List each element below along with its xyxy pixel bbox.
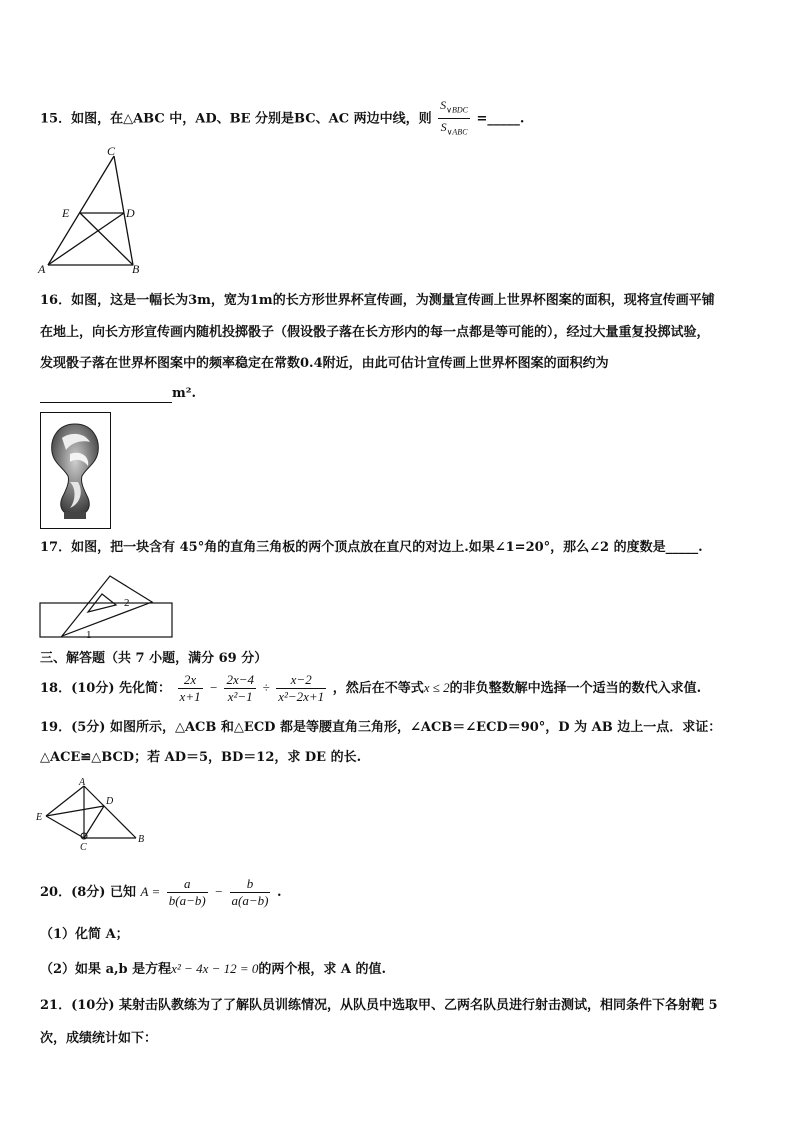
q15-suffix: =_____. [476,111,525,127]
q16-answer-blank [40,386,172,403]
q20-op: − [214,884,224,899]
q20-text [40,876,282,909]
q17-text: 17．如图，把一块含有 45°角的直角三角板的两个顶点放在直尺的对边上.如果∠1=20°，那么∠2 的度数是_____. [40,540,703,555]
q19-label-E: E [36,812,43,823]
q18-mid: ，然后在不等式 [332,681,424,696]
q17-label-2: 2 [124,597,130,609]
q15-label-B: B [132,262,140,276]
q19-label-A: A [79,777,86,788]
q19-line2: △ACE≌△BCD；若 AD＝5，BD＝12，求 DE 的长. [40,750,362,765]
q17-set-square [62,576,152,636]
q15-triangle-figure [36,143,146,275]
q16-unit: m². [172,386,196,401]
q15-label-D: D [126,206,135,220]
q20-prefix: 20．(8分) 已知 [40,885,136,900]
q20-part1: （1）化简 A； [40,927,129,942]
q18-f1-den: x+1 [179,689,201,704]
q17-ruler-triangle-figure [38,572,178,642]
q18-prefix: 18．(10分) 先化简： [40,681,172,696]
q18-op1: − [209,680,218,695]
q19-line-ED [46,806,104,816]
q16-line1: 16．如图，这是一幅长为3m，宽为1m的长方形世界杯宣传画，为测量宣传画上世界杯图案的面积，现将宣传画平铺 [40,293,715,308]
q15-label-C: C [107,144,116,158]
q18-text [40,672,701,705]
q18-suffix: 的非负整数解中选择一个适当的数代入求值. [449,681,702,696]
q19-line-CD [84,806,104,838]
q15-label-E: E [62,206,70,220]
q16-line4 [40,385,196,403]
q18-f2-den: x²−1 [227,689,253,704]
section-3-title: 三、解答题（共 7 小题，满分 69 分） [40,651,268,666]
q15-text [40,97,524,141]
q19-label-B: B [138,834,145,845]
q19-line-EA [46,786,84,816]
q20-f1-den: b(a−b) [168,893,206,908]
q20-part2-suffix: 的两个根，求 A 的值. [258,962,387,977]
q20-equation: x² − 4x − 12 = 0 [171,961,259,976]
q21-line2: 次，成绩统计如下： [40,1031,158,1046]
q18-f2-num: 2x−4 [226,672,254,687]
q19-line-EC [46,816,84,838]
q20-frac1 [167,876,208,909]
q15-line-AC [48,156,114,265]
q20-f2-num: b [230,876,271,893]
q20-f2-den: a(a−b) [231,893,269,908]
q15-num: S [440,98,447,112]
q15-line-AD [48,213,124,265]
q19-label-C: C [80,842,87,853]
q19-label-D: D [106,796,114,807]
q15-num-sub: ∨BDC [446,105,468,115]
q18-frac2 [224,672,256,705]
q20-a-eq: A = [140,884,161,899]
q15-den: S [440,120,447,135]
q16-line2: 在地上，向长方形宣传画内随机投掷骰子（假设骰子落在长方形内的每一点都是等可能的），经过大量重复投掷试验， [40,325,710,340]
q18-f1-num: 2x [178,672,203,689]
q20-f1-num: a [167,876,208,893]
q15-area-ratio [438,97,470,141]
q17-label-1: 1 [86,629,92,641]
q20-part2 [40,960,386,979]
q15-den-sub: ∨ABC [446,127,468,137]
q18-inequality: x ≤ 2 [423,680,450,695]
q19-line-AB [84,786,136,838]
q19-triangles-figure [36,778,156,852]
q15-label-A: A [38,262,46,276]
world-cup-trophy-image [40,412,112,530]
q20-end: . [277,885,282,900]
q18-f3-num: x−2 [276,672,326,689]
q15-prefix: 15．如图，在△ABC 中，AD、BE 分别是BC、AC 两边中线，则 [40,111,432,127]
q20-frac2 [230,876,271,909]
q18-frac3 [276,672,326,705]
q20-part2-prefix: （2）如果 a,b 是方程 [40,962,172,977]
q18-frac1 [178,672,203,705]
q16-line3: 发现骰子落在世界杯图案中的频率稳定在常数0.4附近，由此可估计宣传画上世界杯图案的面积约为 [40,356,609,371]
q18-f3-den: x²−2x+1 [278,689,325,704]
q21-line1: 21．(10分) 某射击队教练为了了解队员训练情况，从队员中选取甲、乙两名队员进行射击测试，相同条件下各射靶 5 [40,998,718,1013]
q18-op2: ÷ [262,680,270,695]
q19-line1: 19．(5分) 如图所示，△ACB 和△ECD 都是等腰直角三角形，∠ACB＝∠ECD＝90°，D 为 AB 边上一点．求证： [40,720,722,735]
